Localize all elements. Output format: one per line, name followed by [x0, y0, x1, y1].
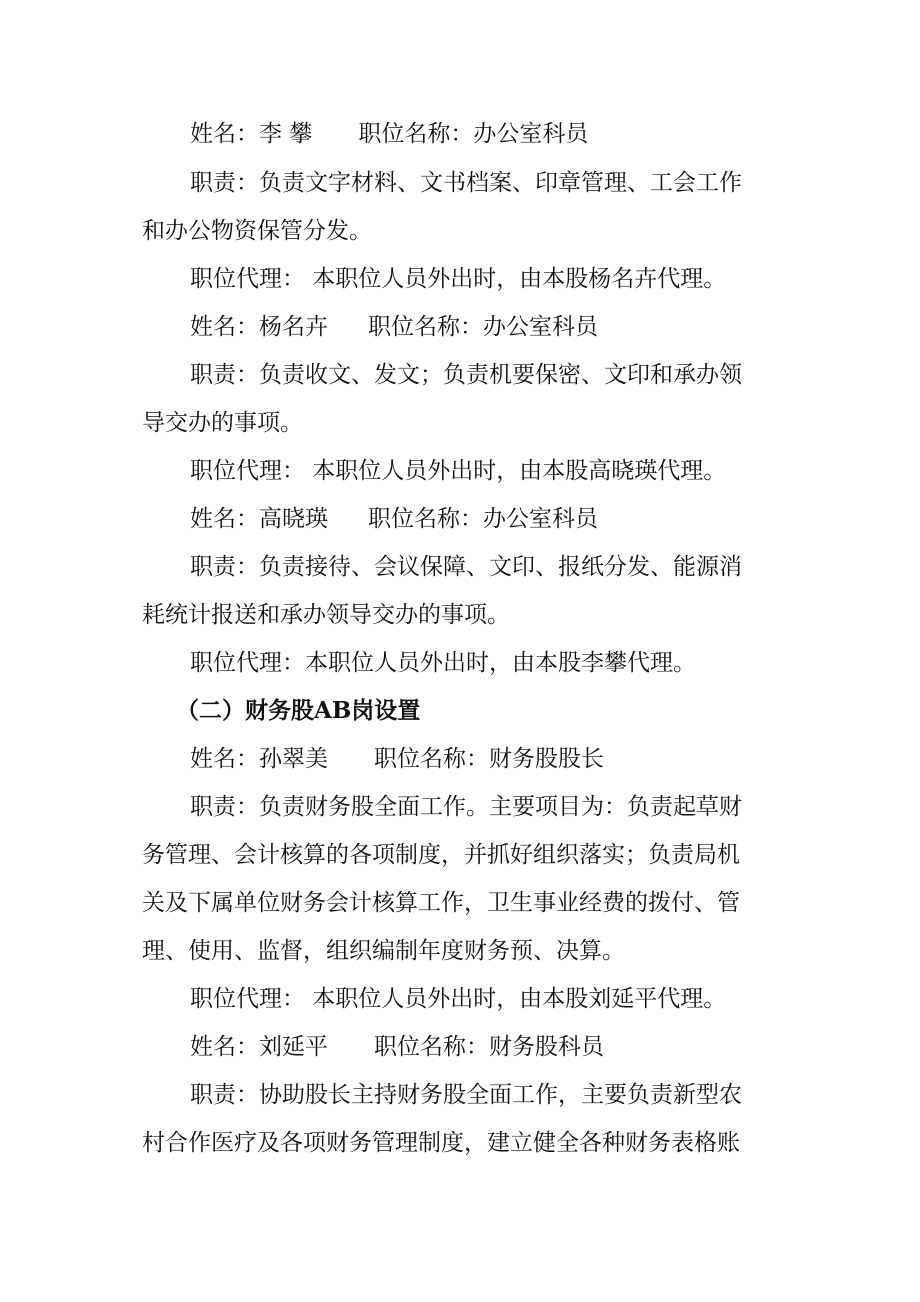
proxy-line: 职位代理： 本职位人员外出时，由本股刘延平代理。: [190, 986, 727, 1012]
person-name: 姓名：高晓瑛: [190, 506, 328, 532]
name-line-yang: [190, 311, 790, 343]
duty-line: 职责：协助股长主持财务股全面工作，主要负责新型农: [190, 1082, 742, 1108]
duty-line: 耗统计报送和承办领导交办的事项。: [142, 602, 510, 628]
position-title: 职位名称：办公室科员: [368, 314, 598, 340]
name-line-sun: [190, 743, 790, 775]
person-name: 姓名：杨名卉: [190, 314, 328, 340]
duty-line: 和办公物资保管分发。: [142, 218, 372, 244]
person-name: 姓名：李 攀: [190, 121, 313, 147]
duty-line: 理、使用、监督，组织编制年度财务预、决算。: [142, 938, 625, 964]
person-name: 姓名：孙翠美: [190, 746, 328, 772]
position-title: 职位名称：财务股科员: [374, 1034, 604, 1060]
duty-line: 职责：负责收文、发文；负责机要保密、文印和承办领: [190, 362, 742, 388]
proxy-line: 职位代理： 本职位人员外出时，由本股高晓瑛代理。: [190, 458, 727, 484]
duty-line: 职责：负责文字材料、文书档案、印章管理、工会工作: [190, 170, 742, 196]
duty-line: 关及下属单位财务会计核算工作，卫生事业经费的拨付、管: [142, 890, 740, 916]
position-title: 职位名称：办公室科员: [358, 121, 589, 147]
person-name: 姓名：刘延平: [190, 1034, 328, 1060]
name-line-gao: [190, 503, 790, 535]
duty-line: 职责：负责财务股全面工作。主要项目为：负责起草财: [190, 794, 742, 820]
section-heading: （二）财务股AB岗设置: [176, 697, 421, 724]
position-title: 职位名称：办公室科员: [368, 506, 598, 532]
proxy-line: 职位代理：本职位人员外出时，由本股李攀代理。: [190, 650, 696, 676]
duty-line: 村合作医疗及各项财务管理制度，建立健全各种财务表格账: [142, 1130, 740, 1156]
position-title: 职位名称：财务股股长: [374, 746, 604, 772]
duty-line: 务管理、会计核算的各项制度，并抓好组织落实；负责局机: [142, 842, 740, 868]
duty-line: 职责：负责接待、会议保障、文印、报纸分发、能源消: [190, 554, 742, 580]
proxy-line: 职位代理： 本职位人员外出时，由本股杨名卉代理。: [190, 266, 727, 292]
name-line-liu: [190, 1031, 790, 1063]
name-line-li: [190, 118, 790, 150]
duty-line: 导交办的事项。: [142, 410, 303, 436]
